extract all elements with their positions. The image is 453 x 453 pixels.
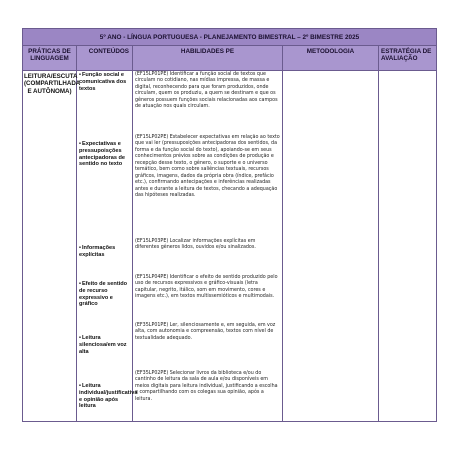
header-praticas: PRÁTICAS DE LINGUAGEM <box>23 46 77 71</box>
conteudo-item: •Leitura individual/justificativa e opinião após leitura <box>79 383 138 410</box>
habilidade-text: (EF15LP01PE) Identificar a função social de textos que circulam no cotidiano, nas mídias impressa, de massa e digital, reconhecendo para que foram produzidos, onde circulam, quem os produziu, a quem se destinam e que os gêneros possuem funções sociais relacionadas aos campos de atuação nos quais circulam. <box>135 72 278 110</box>
praticas-cell <box>23 71 81 422</box>
conteudo-item: •Informações explícitas <box>79 245 116 258</box>
conteudos-cell <box>77 71 138 422</box>
habilidade-text: (EF35LP01PE) Ler, silenciosamente e, em seguida, em voz alta, com autonomia e compreensão, textos com nível de textualidade adequado. <box>135 323 276 341</box>
conteudo-text: Expectativas e pressupoisções antecipadoras de sentido no texto <box>79 141 126 168</box>
conteudo-text: Leitura silenciosa/em voz alta <box>79 335 127 355</box>
planning-table <box>22 28 437 422</box>
conteudo-item: •Efeito de sentido de recurso expressivo e gráfico <box>79 281 128 308</box>
conteudo-text: Função social e comunicativa dos textos <box>79 72 127 92</box>
pratica-label: LEITURA/ESCUTA (COMPARTILHADA E AUTÔNOMA) <box>24 73 81 95</box>
estrategia-cell <box>379 71 437 422</box>
habilidade-text: (EF15LP04PE) Identificar o efeito de sentido produzido pelo uso de recursos expressivos e gráfico-visuais (letra capitular, negrito, itálico, som em movimento, cores e imagens etc.), em textos multissemióticos e multimodais. <box>135 275 278 300</box>
header-metodologia: METODOLOGIA <box>283 46 379 71</box>
conteudo-text: Efeito de sentido de recurso expressivo e gráfico <box>79 281 128 308</box>
body-row <box>23 71 437 422</box>
habilidades-cell <box>133 71 283 422</box>
planning-sheet <box>22 28 436 422</box>
title-row <box>23 29 437 46</box>
conteudo-text: Informações explícitas <box>79 245 116 258</box>
header-habilidades: HABILIDADES PE <box>133 46 283 71</box>
table-title: 5º ANO - LÍNGUA PORTUGUESA - PLANEJAMENTO BIMESTRAL – 2º BIMESTRE 2025 <box>23 29 437 46</box>
header-conteudos: CONTEÚDOS <box>77 46 133 71</box>
habilidade-text: (EF35LP02PE) Selecionar livros da biblioteca e/ou do cantinho de leitura da sala de aula e/ou disponíveis em meios digitais para leitura individual, justificando a escolha e compartilhando com os colegas sua opinião, após a leitura. <box>135 371 278 402</box>
habilidade-text: (EF15LP03PE) Localizar informações explícitas em diferentes gêneros lidos, ouvidos e/ou sinalizados. <box>135 239 256 251</box>
header-estrategia: ESTRATÉGIA DE AVALIAÇÃO <box>379 46 437 71</box>
conteudo-item: •Função social e comunicativa dos textos <box>79 72 127 92</box>
habilidade-text: (EF15LP02PE) Estabelecer expectativas em relação ao texto que vai ler (pressuposições antecipadoras dos sentidos, da forma e da função social do texto), apoiando-se em seus conhecimentos prévios sobre as condições de produção e recepção desse texto, o gênero, o suporte e o universo temático, bem como sobre saliências textuais, recursos gráficos, imagens, dados da própria obra (índice, prefácio etc.), confirmando antecipações e inferências realizadas antes e durante a leitura de textos, checando a adequação das hipóteses realizadas. <box>135 135 280 199</box>
conteudo-item: •Expectativas e pressupoisções antecipadoras de sentido no texto <box>79 141 126 168</box>
metodologia-cell <box>283 71 379 422</box>
header-row <box>23 46 437 71</box>
conteudo-item: •Leitura silenciosa/em voz alta <box>79 335 127 355</box>
conteudo-text: Leitura individual/justificativa e opinião após leitura <box>79 383 138 410</box>
